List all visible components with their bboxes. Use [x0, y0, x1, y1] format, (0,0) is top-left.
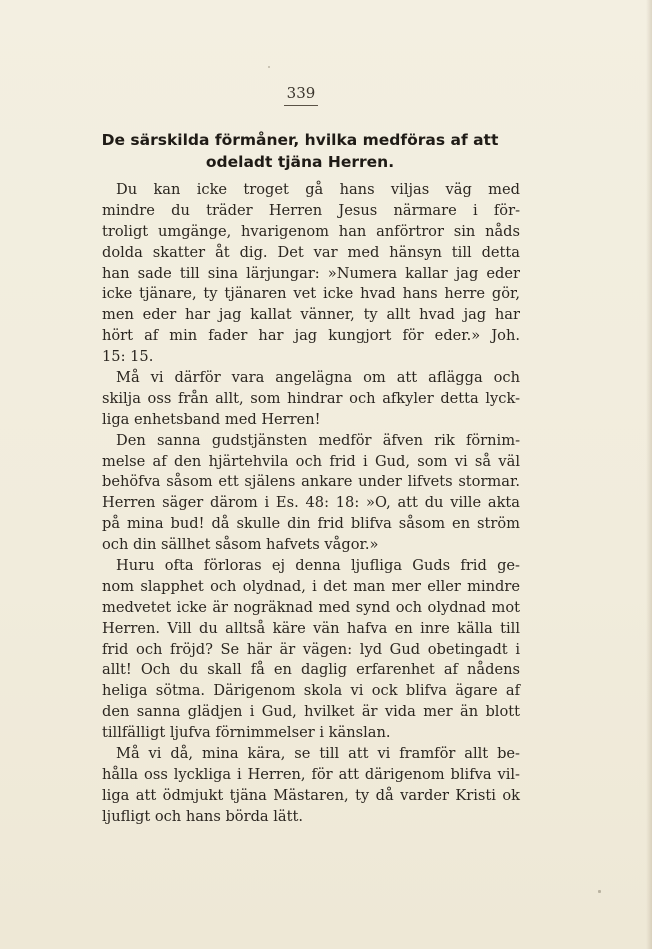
paper-speck	[268, 66, 270, 68]
text-line: nom slapphet och olydnad, i det man mer eller mindre	[102, 577, 520, 595]
text-line: allt! Och du skall få en daglig erfarenhet af nådens	[102, 661, 520, 679]
text-line: hålla oss lyckliga i Herren, för att därigenom blifva vil-	[102, 765, 520, 783]
text-line: tillfälligt ljufva förnimmelser i känslan.	[102, 724, 391, 742]
text-line: den sanna glädjen i Gud, hvilket är vida mer än blott	[102, 703, 520, 721]
page-edge-shadow	[646, 0, 652, 949]
text-line: Herren säger därom i Es. 48: 18: »O, att du ville akta	[102, 494, 520, 512]
text-line: behöfva såsom ett själens ankare under lifvets stormar.	[102, 473, 520, 491]
text-line: icke tjänare, ty tjänaren vet icke hvad hans herre gör,	[102, 285, 520, 303]
paragraph-4	[102, 556, 520, 744]
text-line: heliga sötma. Därigenom skola vi ock blifva ägare af	[102, 682, 520, 700]
body-text	[102, 180, 520, 828]
text-line: Må vi därför vara angelägna om att aflägga och	[116, 369, 520, 387]
text-line: ljufligt och hans börda lätt.	[102, 807, 303, 825]
paragraph-1	[102, 180, 520, 368]
text-line: och din sällhet såsom hafvets vågor.»	[102, 536, 379, 554]
text-line: på mina bud! då skulle din frid blifva såsom en ström	[102, 515, 520, 533]
text-line: Huru ofta förloras ej denna ljufliga Guds frid ge-	[116, 557, 520, 575]
chapter-heading	[90, 129, 510, 173]
paragraph-3	[102, 431, 520, 556]
text-line: melse af den hjärtehvila och frid i Gud, som vi så väl	[102, 452, 520, 470]
paragraph-5	[102, 744, 520, 828]
text-line: liga enhetsband med Herren!	[102, 410, 321, 428]
heading-line: odeladt tjäna Herren.	[205, 153, 395, 171]
text-line: liga att ödmjukt tjäna Mästaren, ty då varder Kristi ok	[102, 786, 520, 804]
page-number: 339	[284, 84, 318, 106]
text-line: han sade till sina lärjungar: »Numera kallar jag eder	[102, 264, 520, 282]
text-line: 15: 15.	[102, 348, 154, 366]
text-line: Må vi då, mina kära, se till att vi framför allt be-	[116, 745, 520, 763]
text-line: mindre du träder Herren Jesus närmare i för-	[102, 201, 520, 219]
text-line: dolda skatter åt dig. Det var med hänsyn till detta	[102, 243, 520, 261]
text-line: Du kan icke troget gå hans viljas väg med	[116, 181, 520, 198]
text-line: troligt umgänge, hvarigenom han anförtror sin nåds	[102, 222, 520, 240]
paper-speck	[598, 890, 601, 893]
text-line: Den sanna gudstjänsten medför äfven rik förnim-	[116, 431, 520, 449]
heading-line: De särskilda förmåner, hvilka medföras af att	[101, 131, 499, 149]
text-line: hört af min fader har jag kungjort för eder.» Joh.	[102, 327, 520, 345]
paragraph-2	[102, 368, 520, 431]
text-line: men eder har jag kallat vänner, ty allt hvad jag har	[102, 306, 520, 324]
text-line: frid och fröjd? Se här är vägen: lyd Gud obetingadt i	[102, 640, 520, 658]
text-line: Herren. Vill du alltså käre vän hafva en inre källa till	[102, 619, 520, 637]
text-line: medvetet icke är nogräknad med synd och olydnad mot	[102, 598, 520, 616]
text-line: skilja oss från allt, som hindrar och afkyler detta lyck-	[102, 389, 520, 407]
